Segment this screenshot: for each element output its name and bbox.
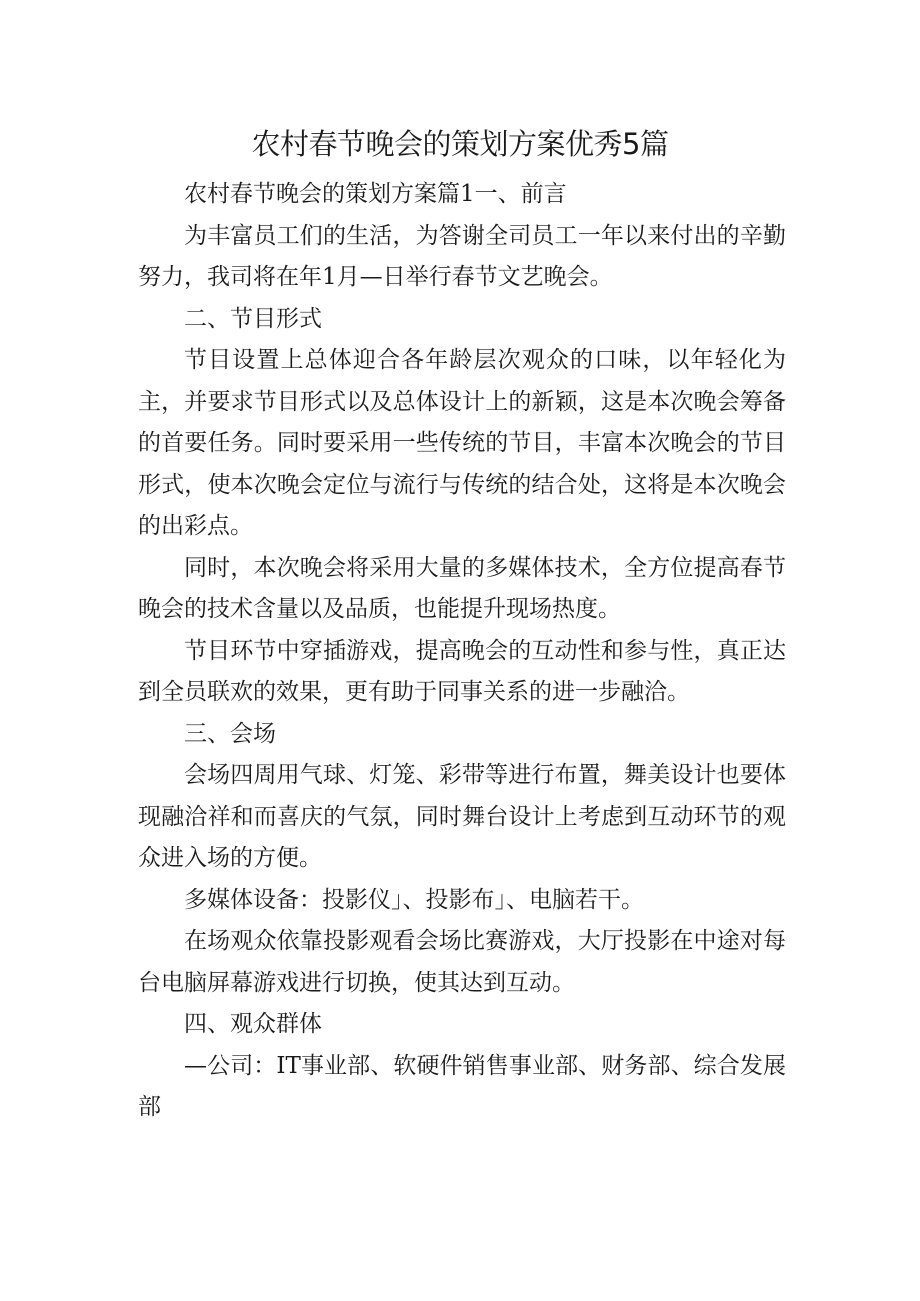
paragraph-projection: 在场观众依靠投影观看会场比赛游戏，大厅投影在中途对每台电脑屏幕游戏进行切换，使其达到互动。 <box>138 928 786 996</box>
paragraph-multimedia: 同时，本次晚会将采用大量的多媒体技术，全方位提高春节晚会的技术含量以及品质，也能提升现场热度。 <box>138 554 786 622</box>
paragraph-program-design: 节目设置上总体迎合各年龄层次观众的口味，以年轻化为主，并要求节目形式以及总体设计上的新颖，这是本次晚会筹备的首要任务。同时要采用一些传统的节目，丰富本次晚会的节目形式，使本次晚会定位与流行与传统的结合处，这将是本次晚会的出彩点。 <box>138 347 786 539</box>
paragraph-preface: 为丰富员工们的生活，为答谢全司员工一年以来付出的辛勤努力，我司将在年1月—日举行春节文艺晚会。 <box>138 222 786 290</box>
paragraph-equipment: 多媒体设备：投影仪」、投影布」、电脑若干。 <box>184 886 644 913</box>
paragraph-intro-heading: 农村春节晚会的策划方案篇1一、前言 <box>184 181 567 207</box>
document-body <box>138 174 786 1129</box>
paragraph-venue-decoration: 会场四周用气球、灯笼、彩带等进行布置，舞美设计也要体现融洽祥和而喜庆的气氛，同时舞台设计上考虑到互动环节的观众进入场的方便。 <box>138 762 786 871</box>
paragraph-audience-departments: —公司：IT事业部、软硬件销售事业部、财务部、综合发展部 <box>138 1052 786 1120</box>
section-heading-program-format: 二、节目形式 <box>184 305 322 332</box>
document-title: 农村春节晚会的策划方案优秀5篇 <box>251 127 669 161</box>
section-heading-audience: 四、观众群体 <box>184 1011 322 1037</box>
paragraph-games: 节目环节中穿插游戏，提高晚会的互动性和参与性，真正达到全员联欢的效果，更有助于同事关系的进一步融洽。 <box>138 637 786 705</box>
section-heading-venue: 三、会场 <box>184 720 276 747</box>
